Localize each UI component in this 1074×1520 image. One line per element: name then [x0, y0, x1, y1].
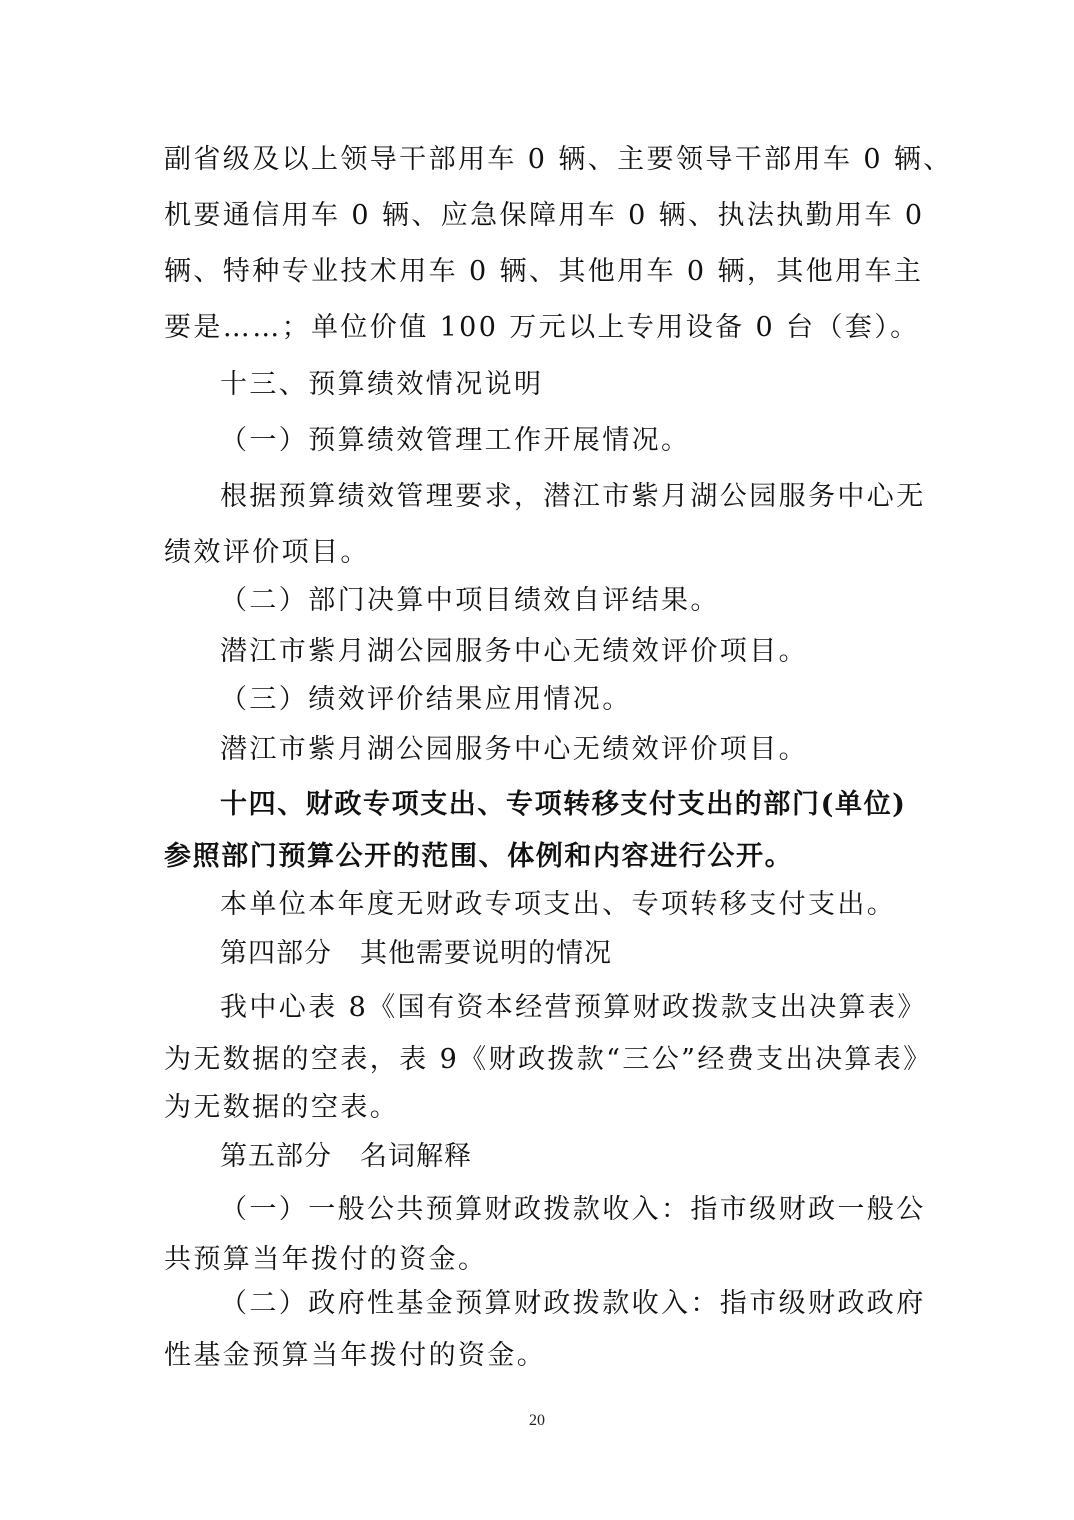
- bold-section-heading: 十四、财政专项支出、专项转移支付支出的部门(单位): [220, 789, 907, 820]
- part-heading: 第五部分 名词解释: [220, 1141, 472, 1172]
- paragraph-line: 为无数据的空表，表 9《财政拨款“三公”经费支出决算表》: [164, 1044, 933, 1075]
- paragraph-line: 为无数据的空表。: [164, 1092, 400, 1123]
- page-number: 20: [529, 1412, 545, 1429]
- paragraph-line: 潜江市紫月湖公园服务中心无绩效评价项目。: [220, 636, 808, 667]
- paragraph-line: 根据预算绩效管理要求，潜江市紫月湖公园服务中心无: [220, 481, 926, 512]
- subsection-heading: （三）绩效评价结果应用情况。: [220, 684, 632, 715]
- part-heading: 第四部分 其他需要说明的情况: [220, 938, 612, 969]
- bold-section-heading: 参照部门预算公开的范围、体例和内容进行公开。: [164, 841, 794, 872]
- paragraph-line: 绩效评价项目。: [164, 537, 370, 568]
- paragraph-line: 副省级及以上领导干部用车 0 辆、主要领导干部用车 0 辆、: [164, 144, 953, 175]
- subsection-heading: （一）预算绩效管理工作开展情况。: [220, 425, 691, 456]
- paragraph-line: 我中心表 8《国有资本经营预算财政拨款支出决算表》: [220, 992, 927, 1023]
- paragraph-line: 机要通信用车 0 辆、应急保障用车 0 辆、执法执勤用车 0: [164, 200, 925, 231]
- paragraph-line: 要是……；单位价值 100 万元以上专用设备 0 台（套）。: [164, 312, 920, 343]
- paragraph-line: 辆、特种专业技术用车 0 辆、其他用车 0 辆，其他用车主: [164, 256, 924, 287]
- paragraph-line: （二）政府性基金预算财政拨款收入：指市级财政政府: [220, 1288, 926, 1319]
- paragraph-line: 潜江市紫月湖公园服务中心无绩效评价项目。: [220, 734, 808, 765]
- subsection-heading: （二）部门决算中项目绩效自评结果。: [220, 585, 720, 616]
- paragraph-line: 性基金预算当年拨付的资金。: [164, 1340, 547, 1371]
- paragraph-line: 共预算当年拨付的资金。: [164, 1244, 488, 1275]
- paragraph-line: （一）一般公共预算财政拨款收入：指市级财政一般公: [220, 1194, 926, 1225]
- section-heading: 十三、预算绩效情况说明: [220, 369, 544, 400]
- paragraph-line: 本单位本年度无财政专项支出、专项转移支付支出。: [220, 889, 897, 920]
